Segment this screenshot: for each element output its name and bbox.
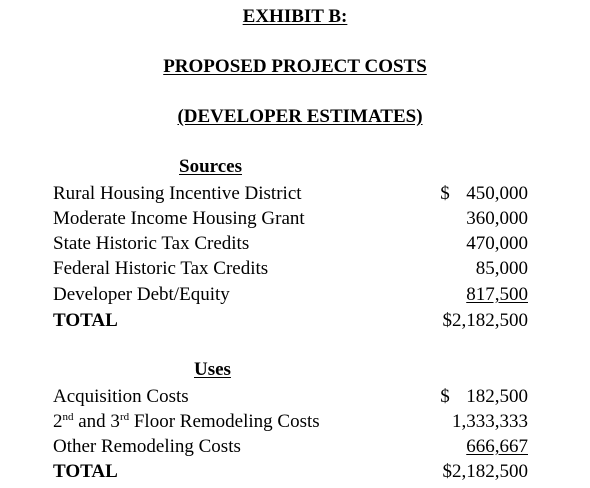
- uses-total-row: [53, 459, 528, 484]
- use-amount: [436, 434, 528, 459]
- sources-row: [53, 181, 528, 206]
- use-label: Acquisition Costs: [53, 386, 189, 407]
- estimates-label: (DEVELOPER ESTIMATES): [177, 106, 423, 127]
- document-subtitle: PROPOSED PROJECT COSTS: [163, 56, 427, 77]
- uses-row: [53, 384, 528, 409]
- source-amount: [436, 282, 528, 307]
- currency-symbol: $: [440, 386, 450, 407]
- total-amount: $2,182,500: [442, 310, 528, 331]
- total-label: TOTAL: [53, 461, 118, 482]
- use-amount: 1,333,333: [452, 411, 528, 432]
- uses-heading: Uses: [194, 359, 231, 380]
- amount-value: 817,500: [466, 284, 528, 305]
- sources-row: [53, 282, 528, 307]
- source-amount: 470,000: [466, 233, 528, 254]
- use-label: Other Remodeling Costs: [53, 436, 241, 457]
- use-amount: [440, 384, 528, 409]
- sources-heading: Sources: [179, 156, 242, 177]
- source-amount: [440, 181, 528, 206]
- source-amount: 360,000: [466, 208, 528, 229]
- sources-row: [53, 256, 528, 281]
- sources-row: [53, 231, 528, 256]
- amount-value: 450,000: [466, 183, 528, 204]
- exhibit-title: EXHIBIT B:: [242, 6, 348, 27]
- source-label: Moderate Income Housing Grant: [53, 208, 305, 229]
- sources-row: [53, 206, 528, 231]
- source-label: State Historic Tax Credits: [53, 233, 250, 254]
- source-amount: 85,000: [475, 258, 528, 279]
- uses-row: [53, 409, 528, 434]
- amount-value: 182,500: [466, 386, 528, 407]
- currency-symbol: $: [440, 183, 450, 204]
- use-label: 2nd and 3rd Floor Remodeling Costs: [53, 411, 320, 432]
- source-label: Federal Historic Tax Credits: [53, 258, 269, 279]
- amount-value: 666,667: [466, 436, 528, 457]
- uses-row: [53, 434, 528, 459]
- total-amount: $2,182,500: [442, 461, 528, 482]
- source-label: Rural Housing Incentive District: [53, 183, 302, 204]
- source-label: Developer Debt/Equity: [53, 284, 230, 305]
- sources-total-row: [53, 308, 528, 333]
- total-label: TOTAL: [53, 310, 118, 331]
